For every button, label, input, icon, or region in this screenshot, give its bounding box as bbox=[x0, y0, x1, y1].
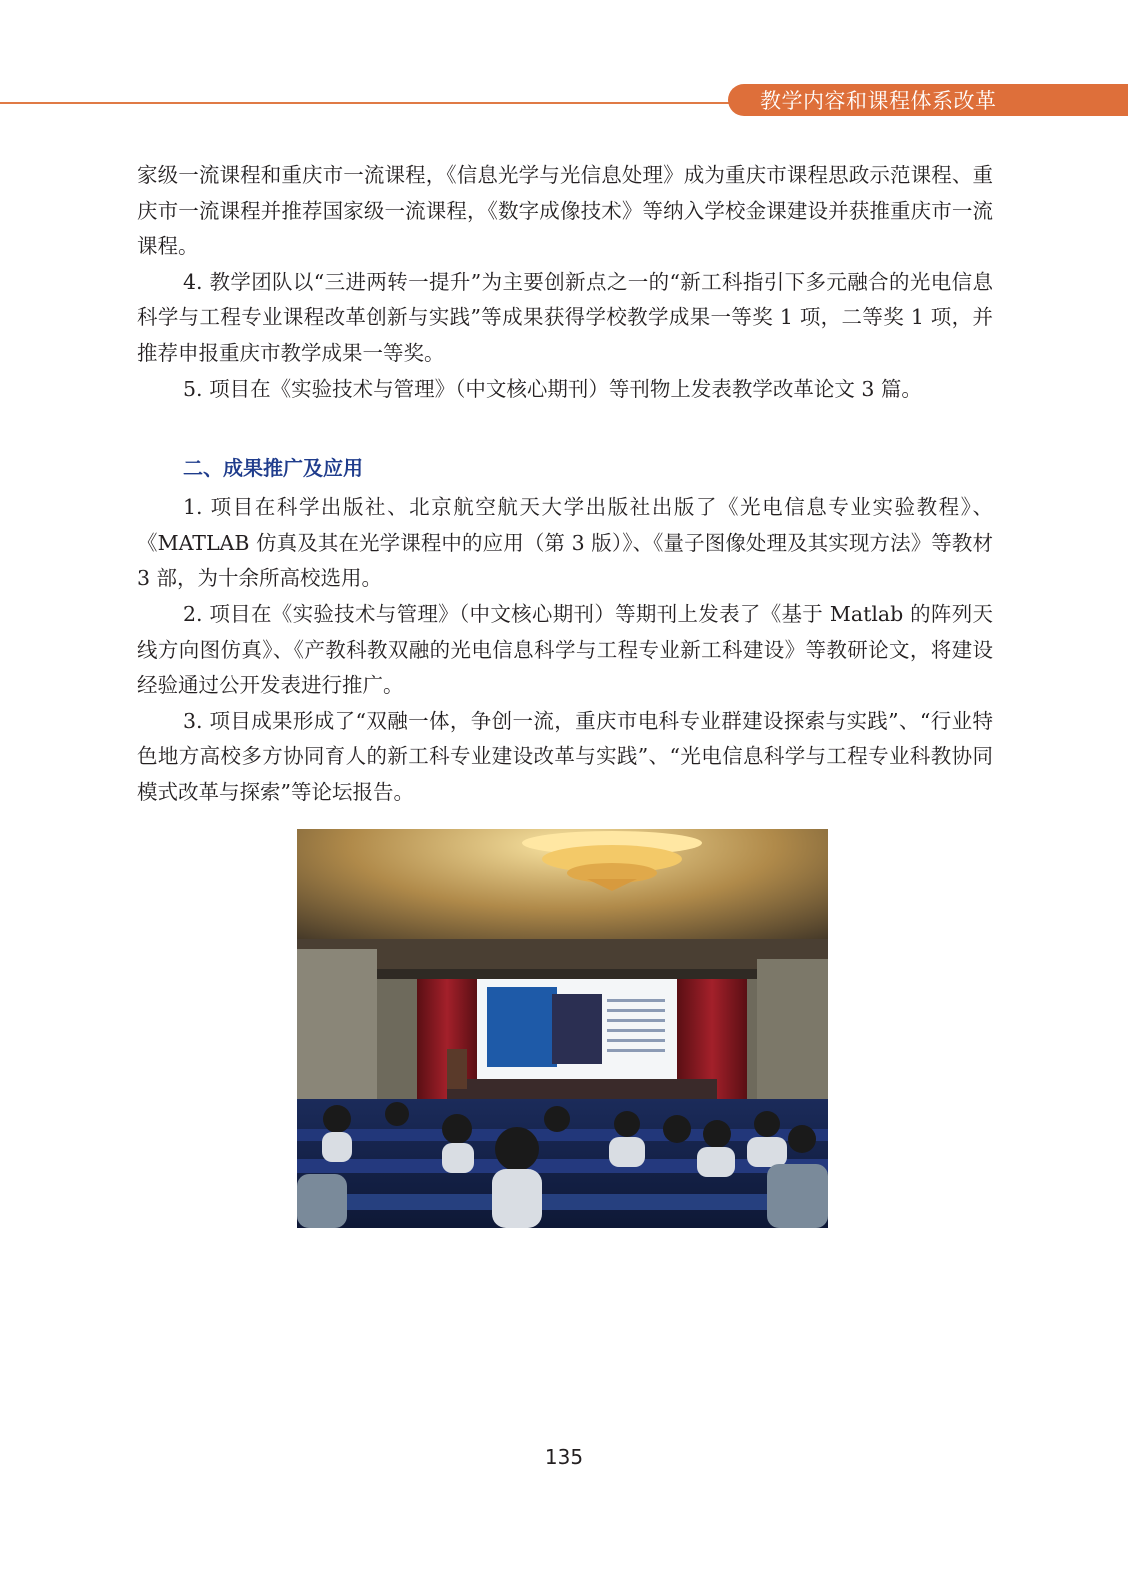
chapter-header-tab bbox=[728, 84, 1128, 116]
paragraph-promo-3: 3. 项目成果形成了“双融一体，争创一流，重庆市电科专业群建设探索与实践”、“行业特色地方高校多方协同育人的新工科专业建设改革与实践”、“光电信息科学与工程专业科教协同模式改革与探索”等论坛报告。 bbox=[137, 708, 993, 804]
conference-photo bbox=[297, 829, 828, 1228]
paragraph-promo-1: 1. 项目在科学出版社、北京航空航天大学出版社出版了《光电信息专业实验教程》、《MATLAB 仿真及其在光学课程中的应用（第 3 版）》、《量子图像处理及其实现方法》等教材 3 部，为十余所高校选用。 bbox=[137, 495, 993, 591]
page-number: 135 bbox=[544, 1445, 584, 1469]
section-heading: 二、成果推广及应用 bbox=[183, 456, 363, 481]
projection-screen bbox=[477, 979, 677, 1084]
page-body bbox=[137, 158, 993, 811]
paragraph-item-5: 5. 项目在《实验技术与管理》（中文核心期刊）等刊物上发表教学改革论文 3 篇。 bbox=[183, 376, 922, 401]
chapter-header-label: 教学内容和课程体系改革 bbox=[760, 89, 997, 113]
paragraph-item-4: 4. 教学团队以“三进两转一提升”为主要创新点之一的“新工科指引下多元融合的光电信息科学与工程专业课程改革创新与实践”等成果获得学校教学成果一等奖 1 项，二等奖 1 项，并推荐申报重庆市教学成果一等奖。 bbox=[137, 269, 993, 365]
paragraph-promo-2: 2. 项目在《实验技术与管理》（中文核心期刊）等期刊上发表了《基于 Matlab 的阵列天线方向图仿真》、《产教科教双融的光电信息科学与工程专业新工科建设》等教研论文，将建设经验通过公开发表进行推广。 bbox=[137, 601, 993, 698]
paragraph-continuation: 家级一流课程和重庆市一流课程，《信息光学与光信息处理》成为重庆市课程思政示范课程、重庆市一流课程并推荐国家级一流课程，《数字成像技术》等纳入学校金课建设并获推重庆市一流课程。 bbox=[137, 163, 993, 259]
